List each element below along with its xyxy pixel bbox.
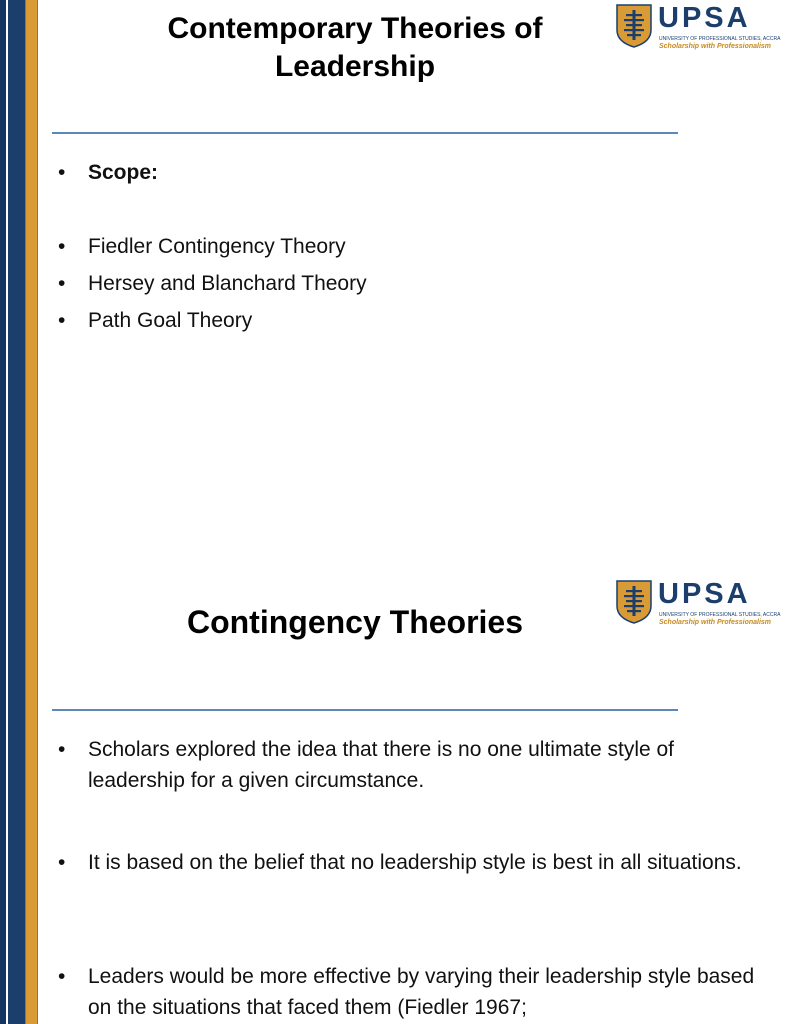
logo-institution-text: UNIVERSITY OF PROFESSIONAL STUDIES, ACCRA: [659, 36, 781, 42]
upsa-crest-icon: [616, 580, 652, 624]
side-decoration-strip: [0, 576, 40, 1024]
slide-title: Contemporary Theories of Leadership: [167, 12, 543, 83]
logo-tagline-text: Scholarship with Professionalism: [659, 43, 772, 50]
bullet-text: Leaders would be more effective by varying their leadership style based on the situations that faced them (Fiedler 1967;: [88, 965, 755, 1019]
upsa-logo: [614, 2, 781, 54]
bullet-text: Hersey and Blanchard Theory: [88, 272, 367, 295]
side-decoration-strip: [0, 0, 40, 576]
bullet-text: Fiedler Contingency Theory: [88, 235, 346, 258]
bullet-marker: •: [58, 309, 66, 332]
bullet-marker: •: [58, 965, 66, 988]
bullet-text: It is based on the belief that no leadership style is best in all situations.: [88, 851, 742, 874]
bullet-marker: •: [58, 851, 66, 874]
bullet-marker: •: [58, 738, 66, 761]
upsa-crest-icon: [616, 4, 652, 48]
slide-contingency-theories: [0, 576, 781, 1024]
title-divider: [52, 132, 678, 134]
bullet-text: Path Goal Theory: [88, 309, 253, 332]
bullet-marker: •: [58, 272, 66, 295]
logo-institution-text: UNIVERSITY OF PROFESSIONAL STUDIES, ACCRA: [659, 612, 781, 618]
title-divider: [52, 709, 678, 711]
upsa-logo: [614, 578, 781, 630]
logo-brand-text: UPSA: [658, 578, 751, 610]
bullet-text: Scope:: [88, 161, 159, 184]
slide-title: Contingency Theories: [186, 604, 524, 640]
bullet-marker: •: [58, 161, 66, 184]
bullet-text: Scholars explored the idea that there is no one ultimate style of leadership for a given circumstance.: [88, 738, 675, 792]
bullet-marker: •: [58, 235, 66, 258]
logo-tagline-text: Scholarship with Professionalism: [659, 619, 772, 626]
logo-brand-text: UPSA: [658, 2, 751, 34]
